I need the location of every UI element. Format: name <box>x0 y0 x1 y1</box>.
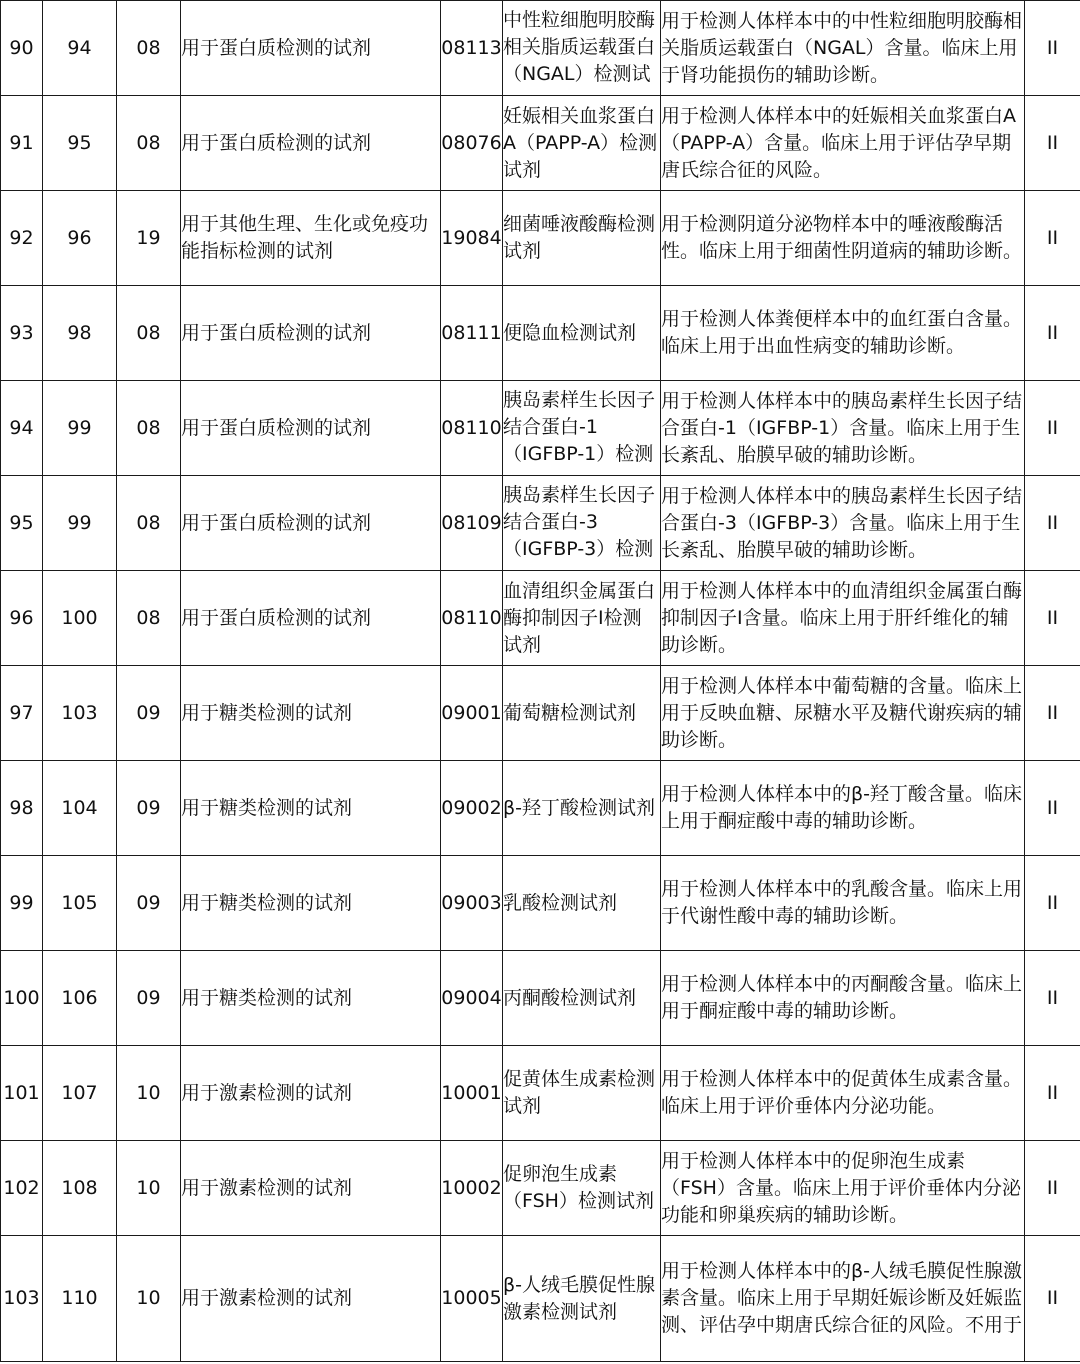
description-cell <box>661 571 1025 666</box>
product-name-cell <box>503 571 661 666</box>
description-cell <box>661 1046 1025 1141</box>
original-number-cell <box>43 191 117 286</box>
product-name-cell <box>503 666 661 761</box>
seq-number-cell-text: 93 <box>9 321 34 344</box>
description-cell <box>661 951 1025 1046</box>
subcategory-code-cell <box>117 666 181 761</box>
product-name-cell <box>503 1236 661 1362</box>
category-cell <box>181 1046 441 1141</box>
category-cell-text: 用于蛋白质检测的试剂 <box>181 321 372 344</box>
seq-number-cell <box>1 951 43 1046</box>
subcategory-code-cell-text: 10 <box>136 1081 161 1104</box>
description-cell-text: 用于检测人体样本中的β-人绒毛膜促性腺激素含量。临床上用于早期妊娠诊断及妊娠监测、评估孕中期唐氏综合征的风险。不用于 <box>661 1259 1023 1336</box>
subcategory-code-cell <box>117 476 181 571</box>
management-class-cell <box>1025 856 1080 951</box>
product-name-cell-text: 乳酸检测试剂 <box>503 891 618 914</box>
table-row <box>1 381 1080 476</box>
product-code-cell-text: 10001 <box>441 1081 502 1104</box>
management-class-cell-text: II <box>1046 1287 1059 1309</box>
product-code-cell <box>441 476 503 571</box>
subcategory-code-cell <box>117 381 181 476</box>
seq-number-cell-text: 97 <box>9 701 34 724</box>
product-name-cell-text: 葡萄糖检测试剂 <box>503 701 637 724</box>
original-number-cell <box>43 381 117 476</box>
category-cell <box>181 381 441 476</box>
original-number-cell <box>43 476 117 571</box>
category-cell <box>181 761 441 856</box>
original-number-cell <box>43 96 117 191</box>
subcategory-code-cell-text: 10 <box>136 1176 161 1199</box>
seq-number-cell <box>1 571 43 666</box>
seq-number-cell-text: 98 <box>9 796 34 819</box>
original-number-cell <box>43 1046 117 1141</box>
table-row <box>1 856 1080 951</box>
original-number-cell-text: 104 <box>61 796 98 819</box>
description-cell <box>661 191 1025 286</box>
product-code-cell <box>441 96 503 191</box>
subcategory-code-cell <box>117 1 181 96</box>
category-cell-text: 用于糖类检测的试剂 <box>181 796 353 819</box>
subcategory-code-cell-text: 19 <box>136 226 161 249</box>
product-name-cell <box>503 761 661 856</box>
product-code-cell <box>441 856 503 951</box>
product-name-cell-text: 便隐血检测试剂 <box>503 321 637 344</box>
category-cell <box>181 96 441 191</box>
management-class-cell <box>1025 1046 1080 1141</box>
product-name-cell-text: 妊娠相关血浆蛋白A（PAPP-A）检测试剂 <box>503 104 658 181</box>
description-cell <box>661 666 1025 761</box>
category-cell-text: 用于蛋白质检测的试剂 <box>181 511 372 534</box>
description-cell-text: 用于检测人体样本中的促卵泡生成素（FSH）含量。临床上用于评价垂体内分泌功能和卵巢疾病的辅助诊断。 <box>661 1149 1021 1226</box>
management-class-cell-text: II <box>1046 321 1059 344</box>
seq-number-cell-text: 92 <box>9 226 34 249</box>
category-cell-text: 用于蛋白质检测的试剂 <box>181 606 372 629</box>
management-class-cell <box>1025 476 1080 571</box>
description-cell-text: 用于检测人体粪便样本中的血红蛋白含量。临床上用于出血性病变的辅助诊断。 <box>661 308 1023 357</box>
subcategory-code-cell <box>117 856 181 951</box>
description-cell <box>661 1141 1025 1236</box>
seq-number-cell-text: 94 <box>9 416 34 439</box>
description-cell-text: 用于检测人体样本中的丙酮酸含量。临床上用于酮症酸中毒的辅助诊断。 <box>661 973 1023 1022</box>
management-class-cell <box>1025 761 1080 856</box>
seq-number-cell <box>1 856 43 951</box>
management-class-cell <box>1025 1236 1080 1362</box>
original-number-cell-text: 96 <box>67 226 92 249</box>
product-code-cell <box>441 1141 503 1236</box>
management-class-cell-text: II <box>1046 226 1059 249</box>
product-name-cell-text: 中性粒细胞明胶酶相关脂质运载蛋白（NGAL）检测试 <box>503 9 656 85</box>
seq-number-cell-text: 96 <box>9 606 34 629</box>
product-name-cell-text: 血清组织金属蛋白酶抑制因子I检测试剂 <box>503 579 656 656</box>
product-name-cell <box>503 381 661 476</box>
original-number-cell-text: 110 <box>61 1287 98 1309</box>
management-class-cell-text: II <box>1046 416 1059 439</box>
category-cell-text: 用于蛋白质检测的试剂 <box>181 36 372 59</box>
description-cell <box>661 286 1025 381</box>
subcategory-code-cell-text: 08 <box>136 131 161 154</box>
product-name-cell-text: 胰岛素样生长因子结合蛋白-1（IGFBP-1）检测 <box>503 389 656 465</box>
management-class-cell-text: II <box>1046 511 1059 534</box>
product-code-cell-text: 08076 <box>441 131 502 154</box>
product-code-cell-text: 19084 <box>441 226 502 249</box>
subcategory-code-cell-text: 09 <box>136 701 161 724</box>
description-cell <box>661 1236 1025 1362</box>
management-class-cell <box>1025 951 1080 1046</box>
original-number-cell-text: 100 <box>61 606 98 629</box>
seq-number-cell <box>1 96 43 191</box>
table-row <box>1 1 1080 96</box>
table-row <box>1 571 1080 666</box>
category-cell <box>181 571 441 666</box>
original-number-cell <box>43 761 117 856</box>
product-name-cell-text: 促卵泡生成素（FSH）检测试剂 <box>503 1163 654 1212</box>
product-code-cell-text: 08110 <box>441 416 502 439</box>
seq-number-cell-text: 99 <box>9 891 34 914</box>
original-number-cell-text: 103 <box>61 701 98 724</box>
description-cell-text: 用于检测人体样本中的促黄体生成素含量。临床上用于评价垂体内分泌功能。 <box>661 1068 1023 1117</box>
category-cell <box>181 1236 441 1362</box>
description-cell <box>661 761 1025 856</box>
original-number-cell <box>43 856 117 951</box>
seq-number-cell <box>1 1 43 96</box>
subcategory-code-cell-text: 08 <box>136 321 161 344</box>
seq-number-cell-text: 101 <box>3 1081 40 1104</box>
original-number-cell <box>43 1141 117 1236</box>
management-class-cell-text: II <box>1046 36 1059 59</box>
subcategory-code-cell <box>117 286 181 381</box>
management-class-cell-text: II <box>1046 1176 1059 1199</box>
description-cell <box>661 381 1025 476</box>
subcategory-code-cell-text: 08 <box>136 511 161 534</box>
seq-number-cell-text: 95 <box>9 511 34 534</box>
seq-number-cell <box>1 1046 43 1141</box>
subcategory-code-cell <box>117 951 181 1046</box>
original-number-cell-text: 99 <box>67 511 92 534</box>
product-code-cell-text: 09002 <box>441 796 502 819</box>
category-cell <box>181 666 441 761</box>
seq-number-cell <box>1 476 43 571</box>
subcategory-code-cell-text: 09 <box>136 796 161 819</box>
subcategory-code-cell <box>117 191 181 286</box>
subcategory-code-cell <box>117 96 181 191</box>
original-number-cell <box>43 951 117 1046</box>
original-number-cell-text: 99 <box>67 416 92 439</box>
seq-number-cell <box>1 1141 43 1236</box>
original-number-cell <box>43 1236 117 1362</box>
subcategory-code-cell <box>117 1046 181 1141</box>
category-cell <box>181 856 441 951</box>
product-code-cell-text: 09001 <box>441 701 502 724</box>
original-number-cell <box>43 666 117 761</box>
seq-number-cell <box>1 286 43 381</box>
category-cell <box>181 286 441 381</box>
description-cell-text: 用于检测人体样本中葡萄糖的含量。临床上用于反映血糖、尿糖水平及糖代谢疾病的辅助诊断。 <box>661 674 1023 751</box>
subcategory-code-cell-text: 08 <box>136 36 161 59</box>
subcategory-code-cell-text: 08 <box>136 416 161 439</box>
product-name-cell <box>503 951 661 1046</box>
description-cell-text: 用于检测人体样本中的妊娠相关血浆蛋白A（PAPP-A）含量。临床上用于评估孕早期唐氏综合征的风险。 <box>661 104 1016 181</box>
category-cell-text: 用于激素检测的试剂 <box>181 1287 353 1309</box>
product-code-cell-text: 09004 <box>441 986 502 1009</box>
product-name-cell <box>503 1046 661 1141</box>
product-name-cell-text: 胰岛素样生长因子结合蛋白-3（IGFBP-3）检测 <box>503 484 656 560</box>
original-number-cell <box>43 1 117 96</box>
product-name-cell-text: 细菌唾液酸酶检测试剂 <box>503 213 656 262</box>
table-row <box>1 666 1080 761</box>
original-number-cell-text: 94 <box>67 36 92 59</box>
seq-number-cell <box>1 666 43 761</box>
original-number-cell-text: 95 <box>67 131 92 154</box>
product-code-cell-text: 09003 <box>441 891 502 914</box>
category-cell-text: 用于蛋白质检测的试剂 <box>181 131 372 154</box>
product-code-cell <box>441 761 503 856</box>
product-name-cell <box>503 96 661 191</box>
seq-number-cell <box>1 191 43 286</box>
category-cell-text: 用于其他生理、生化或免疫功能指标检测的试剂 <box>181 213 429 262</box>
product-name-cell <box>503 1141 661 1236</box>
seq-number-cell <box>1 1236 43 1362</box>
product-name-cell-text: β-羟丁酸检测试剂 <box>503 796 655 819</box>
seq-number-cell-text: 91 <box>9 131 34 154</box>
seq-number-cell <box>1 381 43 476</box>
original-number-cell-text: 108 <box>61 1176 98 1199</box>
original-number-cell-text: 106 <box>61 986 98 1009</box>
management-class-cell-text: II <box>1046 701 1059 724</box>
table-row <box>1 191 1080 286</box>
original-number-cell-text: 107 <box>61 1081 98 1104</box>
management-class-cell-text: II <box>1046 796 1059 819</box>
description-cell <box>661 856 1025 951</box>
category-cell-text: 用于激素检测的试剂 <box>181 1176 353 1199</box>
product-code-cell-text: 10005 <box>441 1287 502 1309</box>
category-cell-text: 用于糖类检测的试剂 <box>181 701 353 724</box>
description-cell <box>661 96 1025 191</box>
table-row <box>1 1046 1080 1141</box>
table-row <box>1 96 1080 191</box>
description-cell <box>661 476 1025 571</box>
management-class-cell-text: II <box>1046 891 1059 914</box>
product-name-cell <box>503 476 661 571</box>
product-code-cell-text: 08109 <box>441 511 502 534</box>
seq-number-cell-text: 90 <box>9 36 34 59</box>
category-cell-text: 用于糖类检测的试剂 <box>181 986 353 1009</box>
category-cell <box>181 476 441 571</box>
management-class-cell-text: II <box>1046 606 1059 629</box>
management-class-cell <box>1025 286 1080 381</box>
product-name-cell-text: 丙酮酸检测试剂 <box>503 986 637 1009</box>
product-code-cell-text: 10002 <box>441 1176 502 1199</box>
product-code-cell-text: 08110 <box>441 606 502 629</box>
subcategory-code-cell-text: 10 <box>136 1287 161 1309</box>
product-code-cell <box>441 286 503 381</box>
table-body <box>1 1 1080 1362</box>
description-cell-text: 用于检测人体样本中的胰岛素样生长因子结合蛋白-1（IGFBP-1）含量。临床上用于生长紊乱、胎膜早破的辅助诊断。 <box>661 389 1023 466</box>
product-code-cell <box>441 1 503 96</box>
description-cell-text: 用于检测人体样本中的中性粒细胞明胶酶相关脂质运载蛋白（NGAL）含量。临床上用于肾功能损伤的辅助诊断。 <box>661 9 1023 86</box>
description-cell-text: 用于检测人体样本中的胰岛素样生长因子结合蛋白-3（IGFBP-3）含量。临床上用于生长紊乱、胎膜早破的辅助诊断。 <box>661 484 1023 561</box>
category-cell <box>181 1 441 96</box>
product-code-cell <box>441 571 503 666</box>
category-cell-text: 用于糖类检测的试剂 <box>181 891 353 914</box>
product-name-cell <box>503 191 661 286</box>
table-row <box>1 1141 1080 1236</box>
management-class-cell <box>1025 1141 1080 1236</box>
category-cell <box>181 951 441 1046</box>
product-code-cell <box>441 191 503 286</box>
original-number-cell <box>43 286 117 381</box>
table-row <box>1 951 1080 1046</box>
product-code-cell <box>441 951 503 1046</box>
original-number-cell-text: 105 <box>61 891 98 914</box>
subcategory-code-cell-text: 08 <box>136 606 161 629</box>
description-cell-text: 用于检测阴道分泌物样本中的唾液酸酶活性。临床上用于细菌性阴道病的辅助诊断。 <box>661 213 1023 262</box>
product-code-cell-text: 08111 <box>441 321 502 344</box>
management-class-cell-text: II <box>1046 131 1059 154</box>
management-class-cell <box>1025 381 1080 476</box>
original-number-cell-text: 98 <box>67 321 92 344</box>
description-cell-text: 用于检测人体样本中的血清组织金属蛋白酶抑制因子I含量。临床上用于肝纤维化的辅助诊断。 <box>661 579 1023 656</box>
category-cell <box>181 1141 441 1236</box>
management-class-cell <box>1025 666 1080 761</box>
seq-number-cell-text: 100 <box>3 986 40 1009</box>
product-code-cell <box>441 381 503 476</box>
table-row <box>1 761 1080 856</box>
product-name-cell-text: 促黄体生成素检测试剂 <box>503 1068 656 1117</box>
seq-number-cell-text: 103 <box>3 1287 40 1309</box>
management-class-cell <box>1025 571 1080 666</box>
subcategory-code-cell-text: 09 <box>136 986 161 1009</box>
description-cell <box>661 1 1025 96</box>
management-class-cell-text: II <box>1046 986 1059 1009</box>
subcategory-code-cell <box>117 1236 181 1362</box>
subcategory-code-cell-text: 09 <box>136 891 161 914</box>
product-name-cell <box>503 286 661 381</box>
product-code-cell-text: 08113 <box>441 36 502 59</box>
description-cell-text: 用于检测人体样本中的β-羟丁酸含量。临床上用于酮症酸中毒的辅助诊断。 <box>661 783 1022 832</box>
product-name-cell-text: β-人绒毛膜促性腺激素检测试剂 <box>503 1273 655 1323</box>
management-class-cell <box>1025 96 1080 191</box>
subcategory-code-cell <box>117 761 181 856</box>
table-row <box>1 476 1080 571</box>
category-cell-text: 用于蛋白质检测的试剂 <box>181 416 372 439</box>
description-cell-text: 用于检测人体样本中的乳酸含量。临床上用于代谢性酸中毒的辅助诊断。 <box>661 878 1023 927</box>
table-row <box>1 286 1080 381</box>
management-class-cell <box>1025 191 1080 286</box>
category-cell-text: 用于激素检测的试剂 <box>181 1081 353 1104</box>
seq-number-cell <box>1 761 43 856</box>
subcategory-code-cell <box>117 1141 181 1236</box>
product-name-cell <box>503 856 661 951</box>
original-number-cell <box>43 571 117 666</box>
product-code-cell <box>441 666 503 761</box>
product-code-cell <box>441 1046 503 1141</box>
table-row <box>1 1236 1080 1362</box>
product-name-cell <box>503 1 661 96</box>
subcategory-code-cell <box>117 571 181 666</box>
management-class-cell <box>1025 1 1080 96</box>
product-code-cell <box>441 1236 503 1362</box>
seq-number-cell-text: 102 <box>3 1176 40 1199</box>
category-cell <box>181 191 441 286</box>
management-class-cell-text: II <box>1046 1081 1059 1104</box>
